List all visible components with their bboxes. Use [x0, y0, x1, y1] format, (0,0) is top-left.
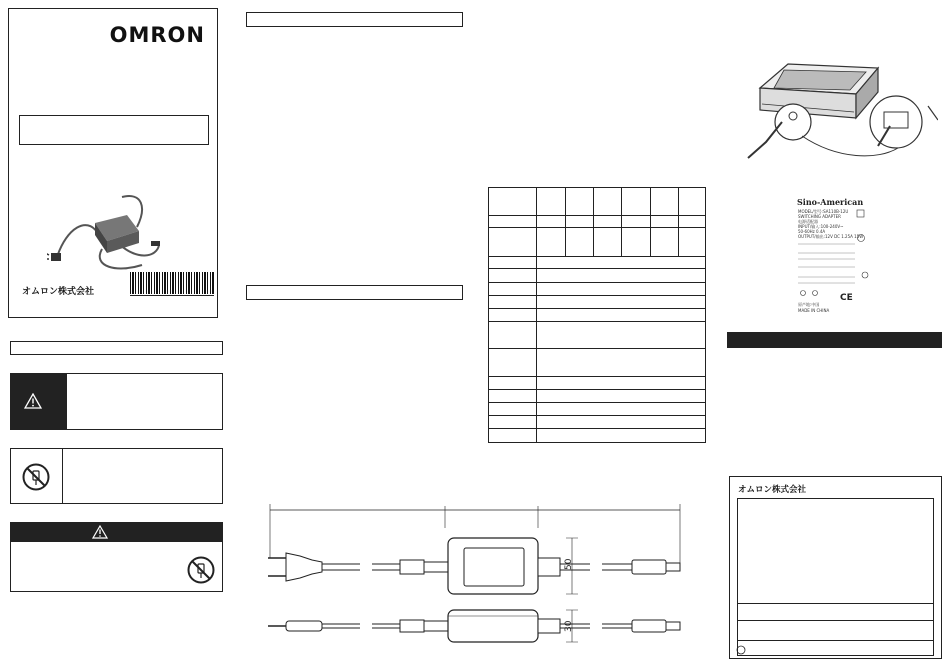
- table-row: [489, 308, 705, 309]
- table-col-divider: [650, 188, 651, 256]
- device-connection-illustration: [738, 50, 938, 180]
- table-row: [489, 376, 705, 377]
- table-row: [489, 415, 705, 416]
- table-row: [489, 215, 705, 216]
- caution-block: [10, 448, 223, 504]
- warning-triangle-icon: [24, 393, 42, 409]
- omron-logo: OMRON: [109, 23, 205, 47]
- table-row: [489, 295, 705, 296]
- dimension-depth: 30: [564, 620, 574, 632]
- prohibition-icon: [186, 555, 216, 585]
- table-row: [489, 256, 705, 257]
- table-row: [489, 227, 705, 228]
- table-row: [489, 428, 705, 429]
- table-row: [489, 321, 705, 322]
- barcode-icon: [130, 272, 214, 294]
- contact-divider: [738, 620, 933, 621]
- svg-text:CE: CE: [840, 293, 853, 303]
- danger-header: [11, 523, 222, 542]
- warning-triangle-icon: [92, 525, 108, 539]
- caution-side: [11, 449, 63, 503]
- barcode-underline: [130, 295, 214, 296]
- section-heading-bar: [727, 332, 942, 348]
- adapter-photo: [47, 187, 165, 273]
- spec-table: [488, 187, 706, 443]
- rating-label: [795, 195, 875, 315]
- table-col-divider: [621, 188, 622, 256]
- label-line: 电源适配器: [798, 219, 818, 224]
- table-row: [489, 268, 705, 269]
- label-line: OUTPUT/输出:12V DC 1.25A 15W: [798, 234, 864, 239]
- table-row: [489, 282, 705, 283]
- table-col-divider: [565, 188, 566, 256]
- section-heading-box: [10, 341, 223, 355]
- section-heading-box: [246, 12, 463, 27]
- label-line: MODEL/型号:SA110B-12U: [798, 209, 849, 214]
- circle-mark-icon: [736, 645, 746, 655]
- label-line: MADE IN CHINA: [798, 308, 830, 313]
- contact-box: [729, 476, 942, 659]
- product-title-box: [19, 115, 209, 145]
- dimension-height: 50: [564, 558, 574, 570]
- warning-block: [10, 373, 223, 430]
- dimension-drawing: [260, 498, 696, 648]
- contact-inner-box: [737, 498, 934, 656]
- table-col-divider: [678, 188, 679, 256]
- warning-side: [11, 374, 67, 429]
- label-line: 50-60Hz 0.4A: [798, 229, 826, 234]
- prohibition-icon: [21, 462, 51, 492]
- contact-divider: [738, 640, 933, 641]
- table-col-divider: [536, 188, 537, 443]
- label-line: INPUT/输入:100-240V~: [798, 224, 844, 229]
- table-row: [489, 402, 705, 403]
- contact-divider: [738, 603, 933, 604]
- table-row: [489, 348, 705, 349]
- cover-panel: [8, 8, 218, 318]
- table-row: [489, 389, 705, 390]
- label-line: SWITCHING ADAPTER: [798, 214, 841, 219]
- label-brand: Sino-American: [797, 197, 864, 207]
- danger-block: [10, 522, 223, 592]
- company-name: オムロン株式会社: [22, 287, 95, 297]
- table-col-divider: [593, 188, 594, 256]
- label-line: 原产地:中国: [798, 302, 820, 307]
- contact-company: オムロン株式会社: [738, 485, 807, 495]
- section-heading-box: [246, 285, 463, 300]
